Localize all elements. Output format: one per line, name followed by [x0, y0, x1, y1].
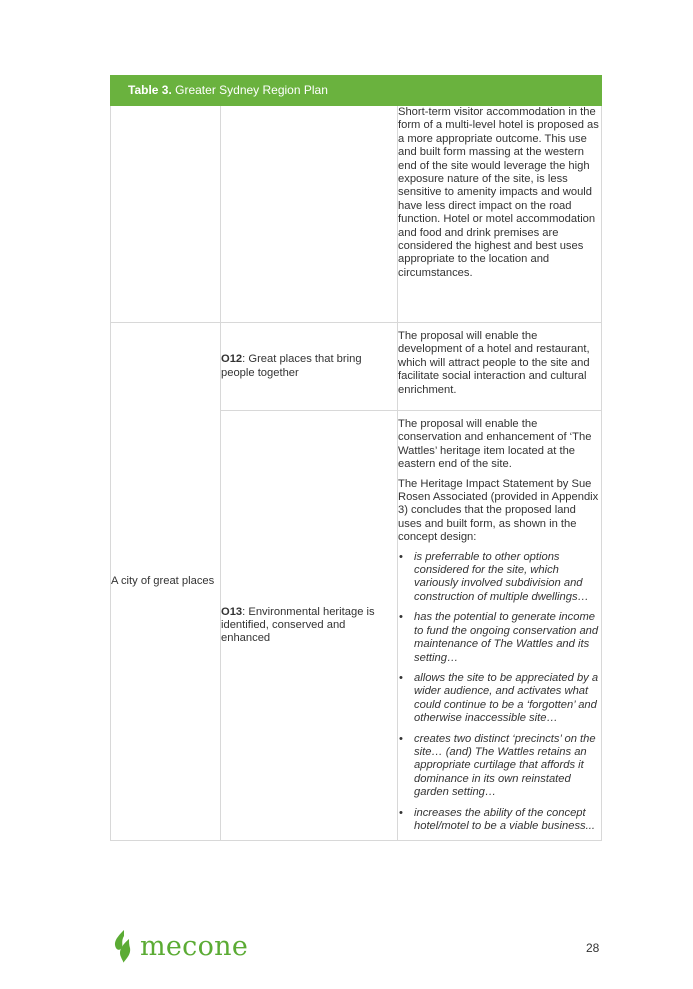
- list-item: [398, 551, 601, 605]
- list-item-text: has the potential to generate income to fund the ongoing conservation and maintenance of The Wattles and its setting…: [414, 611, 599, 664]
- mecone-logo: [110, 928, 248, 964]
- table-cell: [398, 411, 602, 841]
- heritage-bullet-list: [398, 551, 601, 834]
- empty-cell: [221, 106, 398, 323]
- objective-label: : Environmental heritage is identified, conserved and enhanced: [221, 605, 375, 645]
- page-number: 28: [586, 941, 600, 955]
- list-item-text: is preferrable to other options considered for the site, which variously involved subdivision and construction of multiple dwellings…: [414, 550, 589, 603]
- bullet-icon: •: [399, 550, 403, 563]
- table-row: [111, 106, 602, 323]
- table-cell: [398, 323, 602, 411]
- table-cell: [398, 106, 602, 323]
- mecone-logo-text: mecone: [140, 930, 249, 962]
- list-item-text: creates two distinct ‘precincts’ on the site… (and) The Wattles retains an appropriate curtilage that affords it dominance in its own reinstated garden setting…: [414, 732, 596, 799]
- objective-cell: [221, 323, 398, 411]
- list-item: [398, 733, 601, 800]
- empty-cell: [111, 106, 221, 323]
- greater-sydney-region-plan-table: [110, 75, 602, 841]
- bullet-icon: •: [399, 671, 403, 684]
- list-item: [398, 611, 601, 665]
- o13-para1: The proposal will enable the conservation and enhancement of ‘The Wattles’ heritage item located at the eastern end of the site.: [398, 418, 592, 471]
- objective-code: O12: [221, 353, 243, 366]
- bullet-icon: •: [399, 611, 403, 624]
- o12-text: The proposal will enable the development of a hotel and restaurant, which will attract people to the site and facilitate social interaction and cultural enrichment.: [398, 330, 590, 396]
- list-item-text: allows the site to be appreciated by a wider audience, and activates what could continue to be a ‘forgotten’ and otherwise inaccessible site…: [414, 671, 599, 725]
- table-title-label: Table 3.: [128, 82, 172, 97]
- direction-label: A city of great places: [111, 574, 215, 587]
- list-item: [398, 807, 601, 834]
- bullet-icon: •: [399, 806, 403, 819]
- bullet-icon: •: [399, 732, 403, 745]
- list-item: [398, 672, 601, 726]
- objective-label: : Great places that bring people together: [221, 353, 362, 379]
- direction-cell: [111, 323, 221, 841]
- row1-text: Short-term visitor accommodation in the form of a multi-level hotel is proposed as a more appropriate outcome. This use and built form massing at the western end of the site would leverage the high exposure nature of the site, is less sensitive to amenity impacts and would have less direct impact on the road function. Hotel or motel accommodation and food and drink premises are considered the highest and best uses appropriate to the location and circumstances.: [398, 106, 599, 279]
- table-title-text: Greater Sydney Region Plan: [171, 82, 328, 97]
- table-title: [111, 76, 602, 106]
- o13-para2: The Heritage Impact Statement by Sue Rosen Associated (provided in Appendix 3) concludes that the proposed land uses and built form, as shown in the concept design:: [398, 477, 599, 544]
- list-item-text: increases the ability of the concept hotel/motel to be a viable business...: [414, 806, 595, 832]
- objective-code: O13: [221, 605, 243, 618]
- table-header-row: [111, 76, 602, 106]
- table-row: [111, 323, 602, 411]
- objective-cell: [221, 411, 398, 841]
- mecone-leaf-icon: [110, 929, 136, 963]
